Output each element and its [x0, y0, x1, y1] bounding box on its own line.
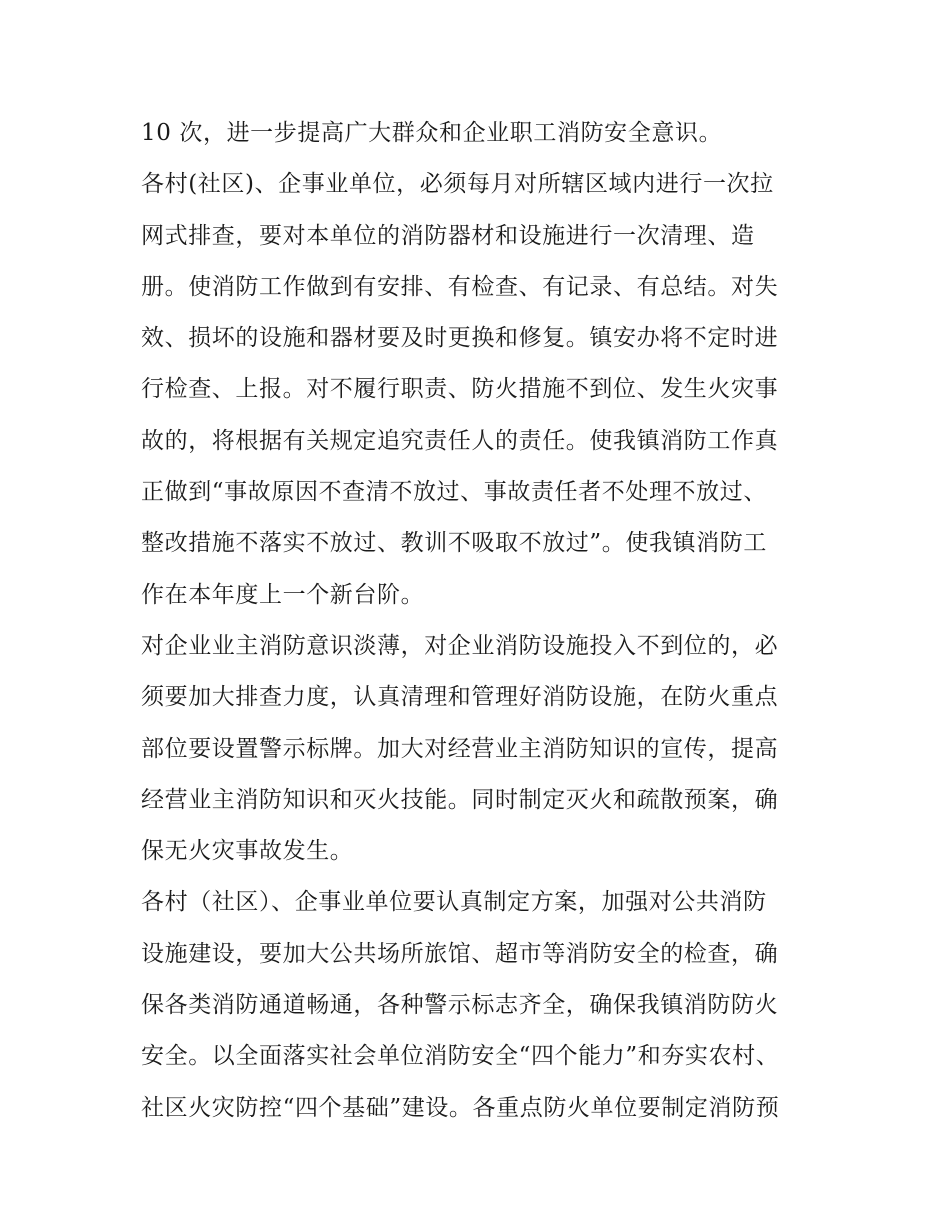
- text-line: 整改措施不落实不放过、教训不吸取不放过”。使我镇消防工: [141, 530, 767, 557]
- text-line: 作在本年度上一个新台阶。: [141, 581, 425, 608]
- text-line: 设施建设，要加大公共场所旅馆、超市等消防安全的检查，确: [141, 940, 779, 967]
- text-line: 须要加大排查力度，认真清理和管理好消防设施，在防火重点: [141, 684, 779, 711]
- text-line: 部位要设置警示标牌。加大对经营业主消防知识的宣传，提高: [141, 735, 779, 762]
- text-line: 经营业主消防知识和灭火技能。同时制定灭火和疏散预案，确: [141, 786, 779, 813]
- text-line: 正做到“事故原因不查清不放过、事故责任者不处理不放过、: [141, 479, 767, 506]
- text-line: 各村(社区)、企事业单位，必须每月对所辖区域内进行一次拉: [141, 171, 774, 198]
- text-line: 对企业业主消防意识淡薄，对企业消防设施投入不到位的，必: [141, 632, 779, 659]
- text-line: 10 次，进一步提高广大群众和企业职工消防安全意识。: [141, 120, 723, 146]
- text-line: 各村（社区）、企事业单位要认真制定方案，加强对公共消防: [141, 889, 767, 916]
- text-line: 册。使消防工作做到有安排、有检查、有记录、有总结。对失: [141, 273, 779, 300]
- text-line: 效、损坏的设施和器材要及时更换和修复。镇安办将不定时进: [141, 325, 779, 352]
- document-body: [141, 108, 816, 1134]
- text-line: 安全。以全面落实社会单位消防安全“四个能力”和夯实农村、: [141, 1043, 780, 1070]
- text-line: 网式排查，要对本单位的消防器材和设施进行一次清理、造: [141, 222, 755, 249]
- text-line: 故的，将根据有关规定追究责任人的责任。使我镇消防工作真: [141, 427, 779, 454]
- text-line: 保各类消防通道畅通，各种警示标志齐全，确保我镇消防防火: [141, 992, 779, 1019]
- text-line: 社区火灾防控“四个基础”建设。各重点防火单位要制定消防预: [141, 1094, 780, 1121]
- text-line: 保无火灾事故发生。: [141, 838, 354, 865]
- text-line: 行检查、上报。对不履行职责、防火措施不到位、发生火灾事: [141, 376, 779, 403]
